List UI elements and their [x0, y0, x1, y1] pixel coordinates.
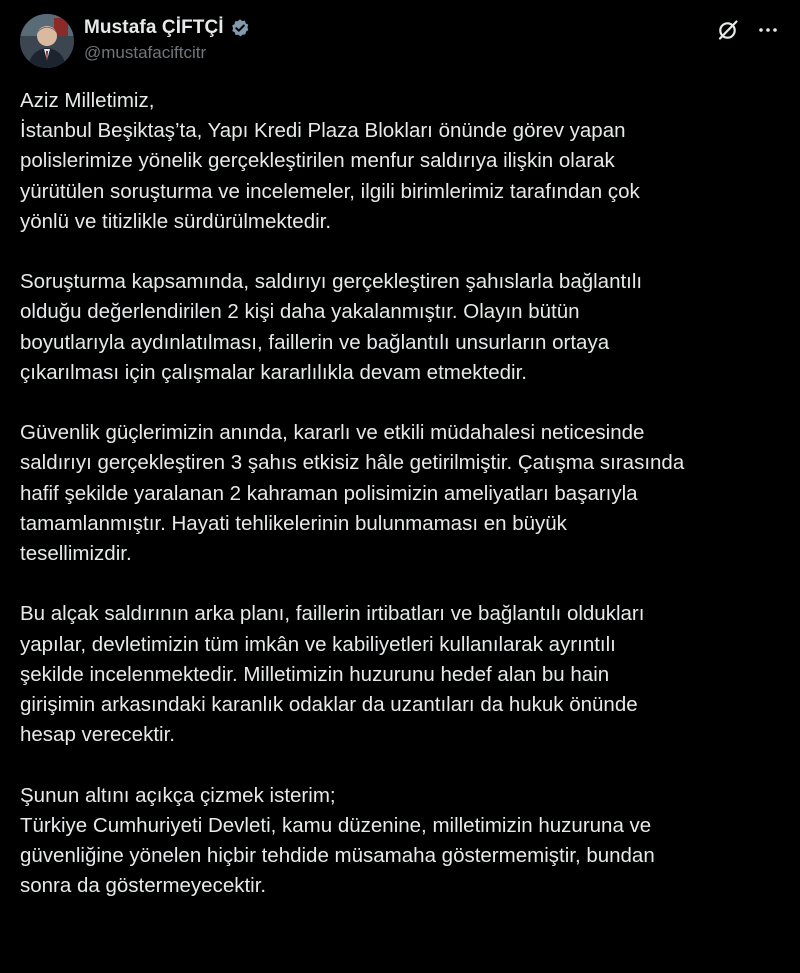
text-line: İstanbul Beşiktaş’ta, Yapı Kredi Plaza Blokları önünde görev yapan	[20, 119, 626, 143]
paragraph-4	[20, 599, 790, 750]
paragraph-1	[20, 86, 790, 237]
text-line: yapılar, devletimizin tüm imkân ve kabiliyetleri kullanılarak ayrıntılı	[20, 632, 616, 656]
text-line: hafif şekilde yaralanan 2 kahraman polisimizin ameliyatları başarıyla	[20, 481, 638, 505]
text-line: Güvenlik güçlerimizin anında, kararlı ve etkili müdahalesi neticesinde	[20, 421, 645, 445]
avatar[interactable]	[20, 14, 74, 68]
text-line: polislerimize yönelik gerçekleştirilen menfur saldırıya ilişkin olarak	[20, 149, 615, 173]
text-line: Bu alçak saldırının arka planı, faillerin irtibatları ve bağlantılı oldukları	[20, 602, 645, 626]
author-handle[interactable]: @mustafaciftcitr	[84, 43, 207, 62]
text-line: tesellimizdir.	[20, 542, 132, 566]
grok-slash-circle-icon[interactable]	[716, 18, 740, 42]
more-dots-icon[interactable]	[756, 18, 780, 42]
paragraph-2	[20, 267, 790, 388]
text-line: saldırıyı gerçekleştiren 3 şahıs etkisiz hâle getirilmiştir. Çatışma sırasında	[20, 451, 685, 475]
text-line: olduğu değerlendirilen 2 kişi daha yakalanmıştır. Olayın bütün	[20, 300, 580, 324]
header-actions	[716, 18, 780, 42]
author-identity	[84, 16, 250, 63]
text-line: Soruşturma kapsamında, saldırıyı gerçekleştiren şahıslarla bağlantılı	[20, 270, 643, 294]
author-display-name[interactable]: Mustafa ÇİFTÇİ	[84, 17, 224, 38]
text-line: yürütülen soruşturma ve incelemeler, ilgili birimlerimiz tarafından çok	[20, 179, 640, 203]
text-line: güvenliğine yönelen hiçbir tehdide müsamaha göstermemiştir, bundan	[20, 844, 655, 868]
verified-badge-icon	[230, 18, 250, 38]
avatar-portrait-icon	[20, 14, 74, 68]
text-line: boyutlarıyla aydınlatılması, faillerin ve bağlantılı unsurların ortaya	[20, 330, 610, 354]
text-line: çıkarılması için çalışmalar kararlılıkla devam etmektedir.	[20, 360, 527, 384]
text-line: girişimin arkasındaki karanlık odaklar da uzantıları da hukuk önünde	[20, 693, 638, 717]
paragraph-3	[20, 418, 790, 569]
paragraph-5	[20, 781, 790, 902]
text-line: Şunun altını açıkça çizmek isterim;	[20, 783, 336, 807]
text-line: şekilde incelenmektedir. Milletimizin huzurunu hedef alan bu hain	[20, 662, 610, 686]
name-row	[84, 16, 250, 40]
text-line: hesap verecektir.	[20, 723, 175, 747]
text-line: yönlü ve titizlikle sürdürülmektedir.	[20, 209, 332, 233]
text-line: Türkiye Cumhuriyeti Devleti, kamu düzenine, milletimizin huzuruna ve	[20, 813, 652, 837]
text-line: Aziz Milletimiz,	[20, 89, 155, 112]
text-line: tamamlanmıştır. Hayati tehlikelerinin bulunmaması en büyük	[20, 511, 567, 535]
text-line: sonra da göstermeyecektir.	[20, 874, 267, 898]
post-header	[20, 14, 780, 70]
post-text	[20, 86, 790, 901]
